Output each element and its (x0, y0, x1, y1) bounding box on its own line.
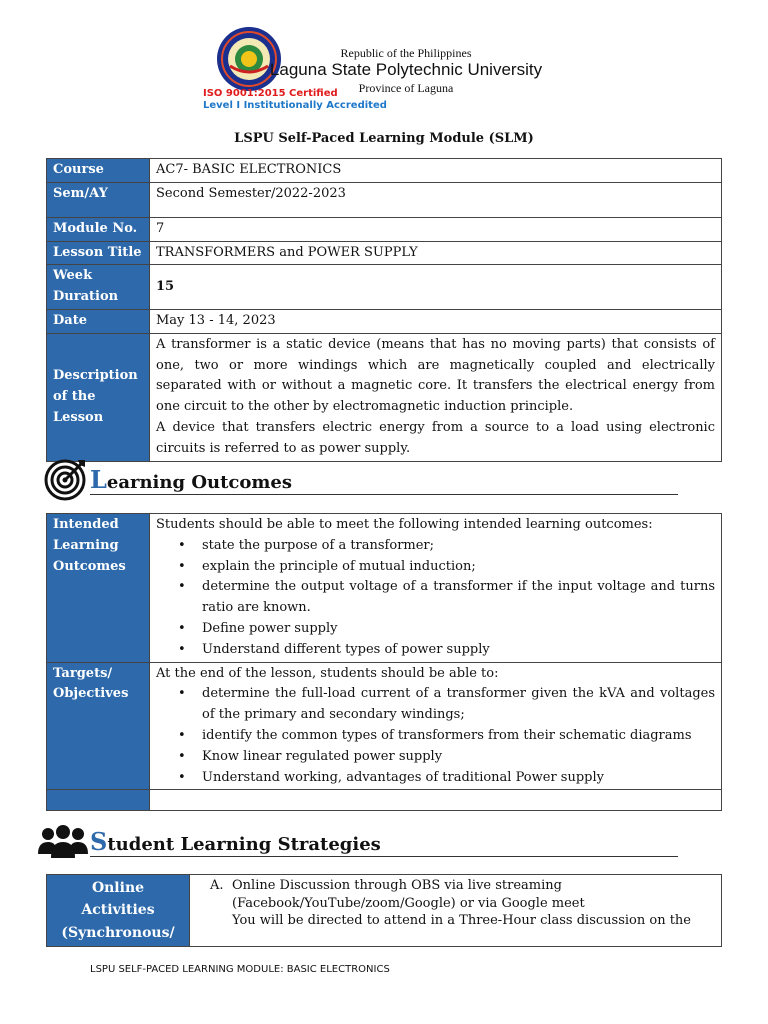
strategies-table (46, 874, 722, 947)
description-value (150, 333, 722, 461)
learning-outcomes-table (46, 513, 722, 811)
list-item: • identify the common types of transformers from their schematic diagrams (202, 726, 715, 747)
targets-intro: At the end of the lesson, students should be able to: (156, 665, 499, 681)
list-marker: A. (210, 878, 224, 893)
targets-label: Targets/ Objectives (47, 662, 150, 790)
online-activities-content (190, 875, 722, 947)
list-item: • Understand different types of power supply (202, 640, 715, 661)
strategy-line: Online Discussion through OBS via live streaming (232, 878, 562, 893)
date-label: Date (47, 309, 150, 333)
description-paragraph: A transformer is a static device (means that has no moving parts) that consists of one, two or more windings which are magnetically coupled and electrically separated with or without a magnetic core. It transfers the electrical energy from one circuit to the other by electromagnetic induction principle. (156, 336, 715, 415)
ilo-list (156, 536, 715, 661)
table-row (47, 182, 722, 217)
student-learning-strategies-section-heading (44, 820, 678, 864)
table-row (47, 514, 722, 663)
targets-content (150, 662, 722, 790)
empty-label-cell (47, 790, 150, 811)
ilo-content (150, 514, 722, 663)
course-label: Course (47, 159, 150, 183)
table-row (47, 217, 722, 241)
table-row (47, 241, 722, 265)
list-item: • Understand working, advantages of traditional Power supply (202, 768, 715, 789)
table-row (47, 309, 722, 333)
module-label: Module No. (47, 217, 150, 241)
semay-label: Sem/AY (47, 182, 150, 217)
strategy-list (196, 877, 715, 930)
heading-rest: earning Outcomes (106, 472, 293, 493)
targets-list (156, 684, 715, 788)
empty-value-cell (150, 790, 722, 811)
week-duration-value: 15 (150, 265, 722, 310)
table-row (47, 333, 722, 461)
heading-rest: tudent Learning Strategies (107, 834, 381, 855)
list-item: • state the purpose of a transformer; (202, 536, 715, 557)
province-text: Province of Laguna (358, 81, 454, 95)
online-activities-label: Online Activities (Synchronous/ (47, 875, 190, 947)
heading-underline (90, 494, 678, 495)
table-row (47, 159, 722, 183)
learning-outcomes-section-heading (44, 457, 678, 501)
list-item: • Define power supply (202, 619, 715, 640)
list-item: • determine the output voltage of a transformer if the input voltage and turns ratio are known. (202, 577, 715, 619)
learning-outcomes-title (90, 465, 292, 494)
university-name: Laguna State Polytechnic University (269, 60, 543, 79)
list-item: • determine the full-load current of a transformer given the kVA and voltages of the primary and secondary windings; (202, 684, 715, 726)
heading-underline (90, 856, 678, 857)
description-label: Description of the Lesson (47, 333, 150, 461)
lesson-title-label: Lesson Title (47, 241, 150, 265)
page-footer: LSPU SELF-PACED LEARNING MODULE: BASIC ELECTRONICS (90, 964, 390, 975)
module-title: LSPU Self-Paced Learning Module (SLM) (234, 131, 534, 146)
list-item (210, 877, 715, 930)
strategies-title (90, 827, 381, 856)
course-value: AC7- BASIC ELECTRONICS (150, 159, 722, 183)
strategy-line: You will be directed to attend in a Three-Hour class discussion on the (232, 913, 691, 929)
week-duration-label: Week Duration (47, 265, 150, 310)
date-value: May 13 - 14, 2023 (150, 309, 722, 333)
lesson-title-value: TRANSFORMERS and POWER SUPPLY (150, 241, 722, 265)
heading-initial: L (90, 465, 107, 494)
strategy-line: (Facebook/YouTube/zoom/Google) or via Google meet (232, 895, 585, 911)
target-icon (44, 457, 88, 505)
table-row (47, 265, 722, 310)
group-icon (38, 824, 88, 868)
course-info-table (46, 158, 722, 462)
table-row (47, 875, 722, 947)
ilo-intro: Students should be able to meet the following intended learning outcomes: (156, 517, 653, 532)
republic-text: Republic of the Philippines (340, 46, 472, 60)
list-item: • Know linear regulated power supply (202, 747, 715, 768)
table-row (47, 662, 722, 790)
accreditation-text: Level I Institutionally Accredited (203, 100, 387, 111)
heading-initial: S (90, 827, 108, 856)
table-row (47, 790, 722, 811)
iso-certification: ISO 9001:2015 Certified (203, 88, 338, 99)
semay-value: Second Semester/2022-2023 (150, 182, 722, 217)
module-value: 7 (150, 217, 722, 241)
list-item: • explain the principle of mutual induction; (202, 557, 715, 578)
description-paragraph: A device that transfers electric energy from a source to a load using electronic circuits is referred to as power supply. (156, 419, 715, 456)
ilo-label: Intended Learning Outcomes (47, 514, 150, 663)
